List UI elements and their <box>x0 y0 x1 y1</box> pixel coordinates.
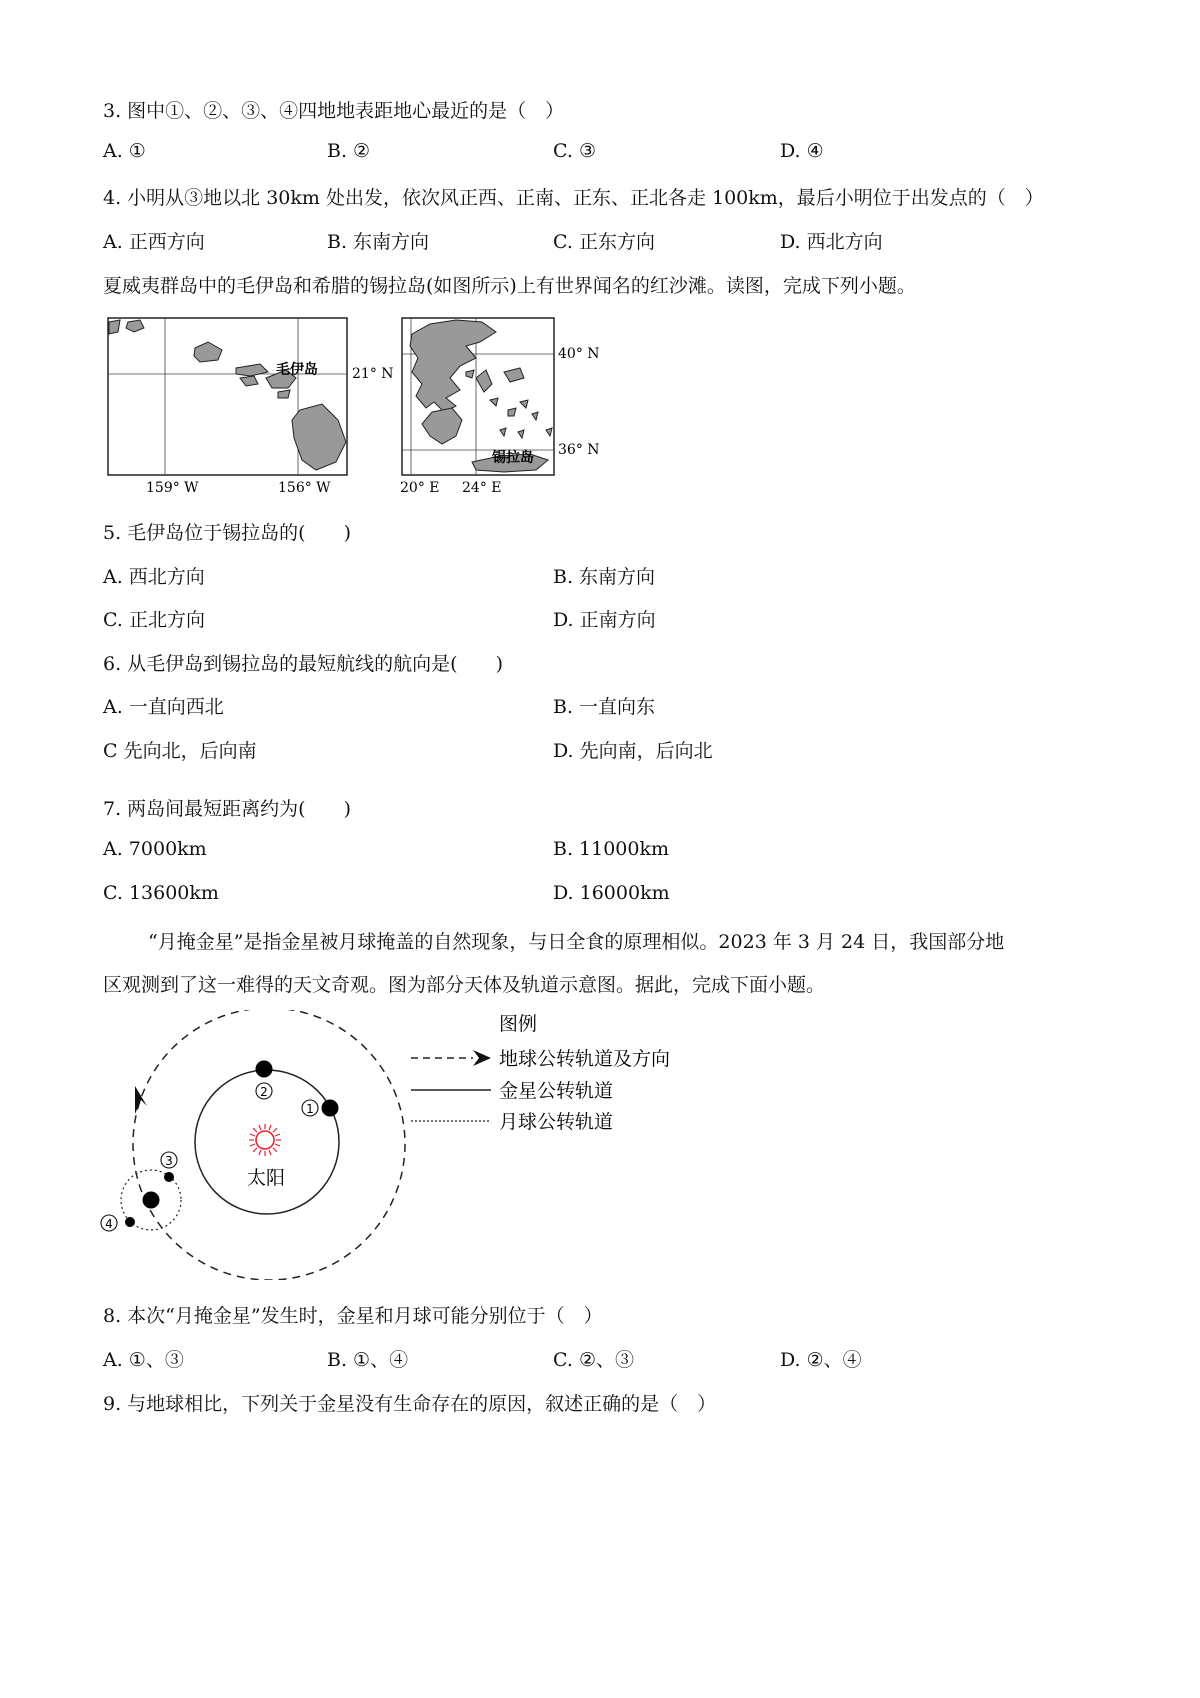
legend-title: 图例 <box>499 1013 538 1035</box>
question-7-option-a: A. 7000km <box>103 838 207 860</box>
earth-orbit <box>133 1010 405 1280</box>
svg-text:3: 3 <box>165 1154 173 1168</box>
question-8-option-c: C. ②、③ <box>553 1349 634 1371</box>
svg-text:2: 2 <box>260 1085 268 1099</box>
question-8-option-d: D. ②、④ <box>780 1349 862 1371</box>
thira-map <box>400 318 600 496</box>
question-5-option-a: A. 西北方向 <box>103 566 205 588</box>
legend-venus-orbit <box>411 1080 613 1102</box>
latitude-label-36n: 36° N <box>558 442 600 458</box>
point-label-3 <box>161 1152 177 1168</box>
question-3-option-b: B. ② <box>327 140 371 162</box>
legend-arrow-icon <box>473 1050 491 1066</box>
venus-intro-line-2: 区观测到了这一难得的天文奇观。图为部分天体及轨道示意图。据此，完成下面小题。 <box>103 974 826 996</box>
legend-moon-orbit <box>411 1111 613 1133</box>
question-3-option-d: D. ④ <box>780 140 824 162</box>
svg-text:1: 1 <box>306 1102 314 1116</box>
question-4-option-b: B. 东南方向 <box>327 231 430 253</box>
question-4-stem: 4. 小明从③地以北 30km 处出发，依次风正西、正南、正东、正北各走 100km，最后小明位于出发点的（ ） <box>103 187 1044 209</box>
question-5-stem: 5. 毛伊岛位于锡拉岛的( ) <box>103 522 351 544</box>
legend-label-venus-orbit: 金星公转轨道 <box>499 1080 614 1102</box>
question-9-stem: 9. 与地球相比，下列关于金星没有生命存在的原因，叙述正确的是（ ） <box>103 1393 717 1415</box>
question-8-stem: 8. 本次“月掩金星”发生时，金星和月球可能分别位于（ ） <box>103 1305 603 1327</box>
venus-intro-line-1: “月掩金星”是指金星被月球掩盖的自然现象，与日全食的原理相似。2023 年 3 月 24 日，我国部分地 <box>148 931 1005 953</box>
islands-map-figure <box>100 312 620 502</box>
legend-label-earth-orbit: 地球公转轨道及方向 <box>499 1048 671 1070</box>
earth <box>143 1192 160 1209</box>
thira-label: 锡拉岛 <box>492 450 534 466</box>
latitude-label-21n: 21° N <box>352 366 394 382</box>
moon-position-3 <box>164 1172 174 1182</box>
legend-label-moon-orbit: 月球公转轨道 <box>499 1111 614 1133</box>
question-6-option-b: B. 一直向东 <box>553 696 656 718</box>
point-label-2 <box>256 1083 272 1099</box>
orbit-direction-arrow-icon <box>135 1086 147 1114</box>
point-label-1 <box>302 1100 318 1116</box>
longitude-label-156w: 156° W <box>278 480 331 496</box>
sun-label: 太阳 <box>247 1167 286 1189</box>
question-4-option-d: D. 西北方向 <box>780 231 883 253</box>
question-4-option-c: C. 正东方向 <box>553 231 655 253</box>
question-4-option-a: A. 正西方向 <box>103 231 205 253</box>
longitude-label-24e: 24° E <box>462 480 502 496</box>
longitude-label-20e: 20° E <box>400 480 440 496</box>
question-5-option-d: D. 正南方向 <box>553 609 656 631</box>
question-6-option-d: D. 先向南，后向北 <box>553 740 713 762</box>
orbit-diagram <box>95 1010 715 1280</box>
islands-intro: 夏威夷群岛中的毛伊岛和希腊的锡拉岛(如图所示)上有世界闻名的红沙滩。读图，完成下列小题。 <box>103 275 916 297</box>
svg-text:4: 4 <box>105 1217 113 1231</box>
maui-label: 毛伊岛 <box>276 362 318 378</box>
legend-earth-orbit <box>411 1048 670 1070</box>
question-6-option-a: A. 一直向西北 <box>103 696 224 718</box>
question-3-option-a: A. ① <box>103 140 146 162</box>
venus-position-1 <box>322 1100 339 1117</box>
question-3-option-c: C. ③ <box>553 140 596 162</box>
question-7-option-c: C. 13600km <box>103 882 219 904</box>
latitude-label-40n: 40° N <box>558 346 600 362</box>
venus-position-2 <box>256 1061 273 1078</box>
moon-position-4 <box>125 1217 135 1227</box>
sun-icon <box>249 1124 281 1156</box>
question-5-option-b: B. 东南方向 <box>553 566 656 588</box>
question-6-stem: 6. 从毛伊岛到锡拉岛的最短航线的航向是( ) <box>103 653 503 675</box>
question-7-stem: 7. 两岛间最短距离约为( ) <box>103 798 351 820</box>
question-7-option-d: D. 16000km <box>553 882 670 904</box>
question-8-option-a: A. ①、③ <box>103 1349 184 1371</box>
question-8-option-b: B. ①、④ <box>327 1349 409 1371</box>
question-6-option-c: C 先向北，后向南 <box>103 740 257 762</box>
question-7-option-b: B. 11000km <box>553 838 670 860</box>
point-label-4 <box>101 1215 117 1231</box>
question-5-option-c: C. 正北方向 <box>103 609 205 631</box>
longitude-label-159w: 159° W <box>146 480 199 496</box>
maui-map <box>108 318 394 496</box>
question-3-stem: 3. 图中①、②、③、④四地地表距地心最近的是（ ） <box>103 100 565 122</box>
